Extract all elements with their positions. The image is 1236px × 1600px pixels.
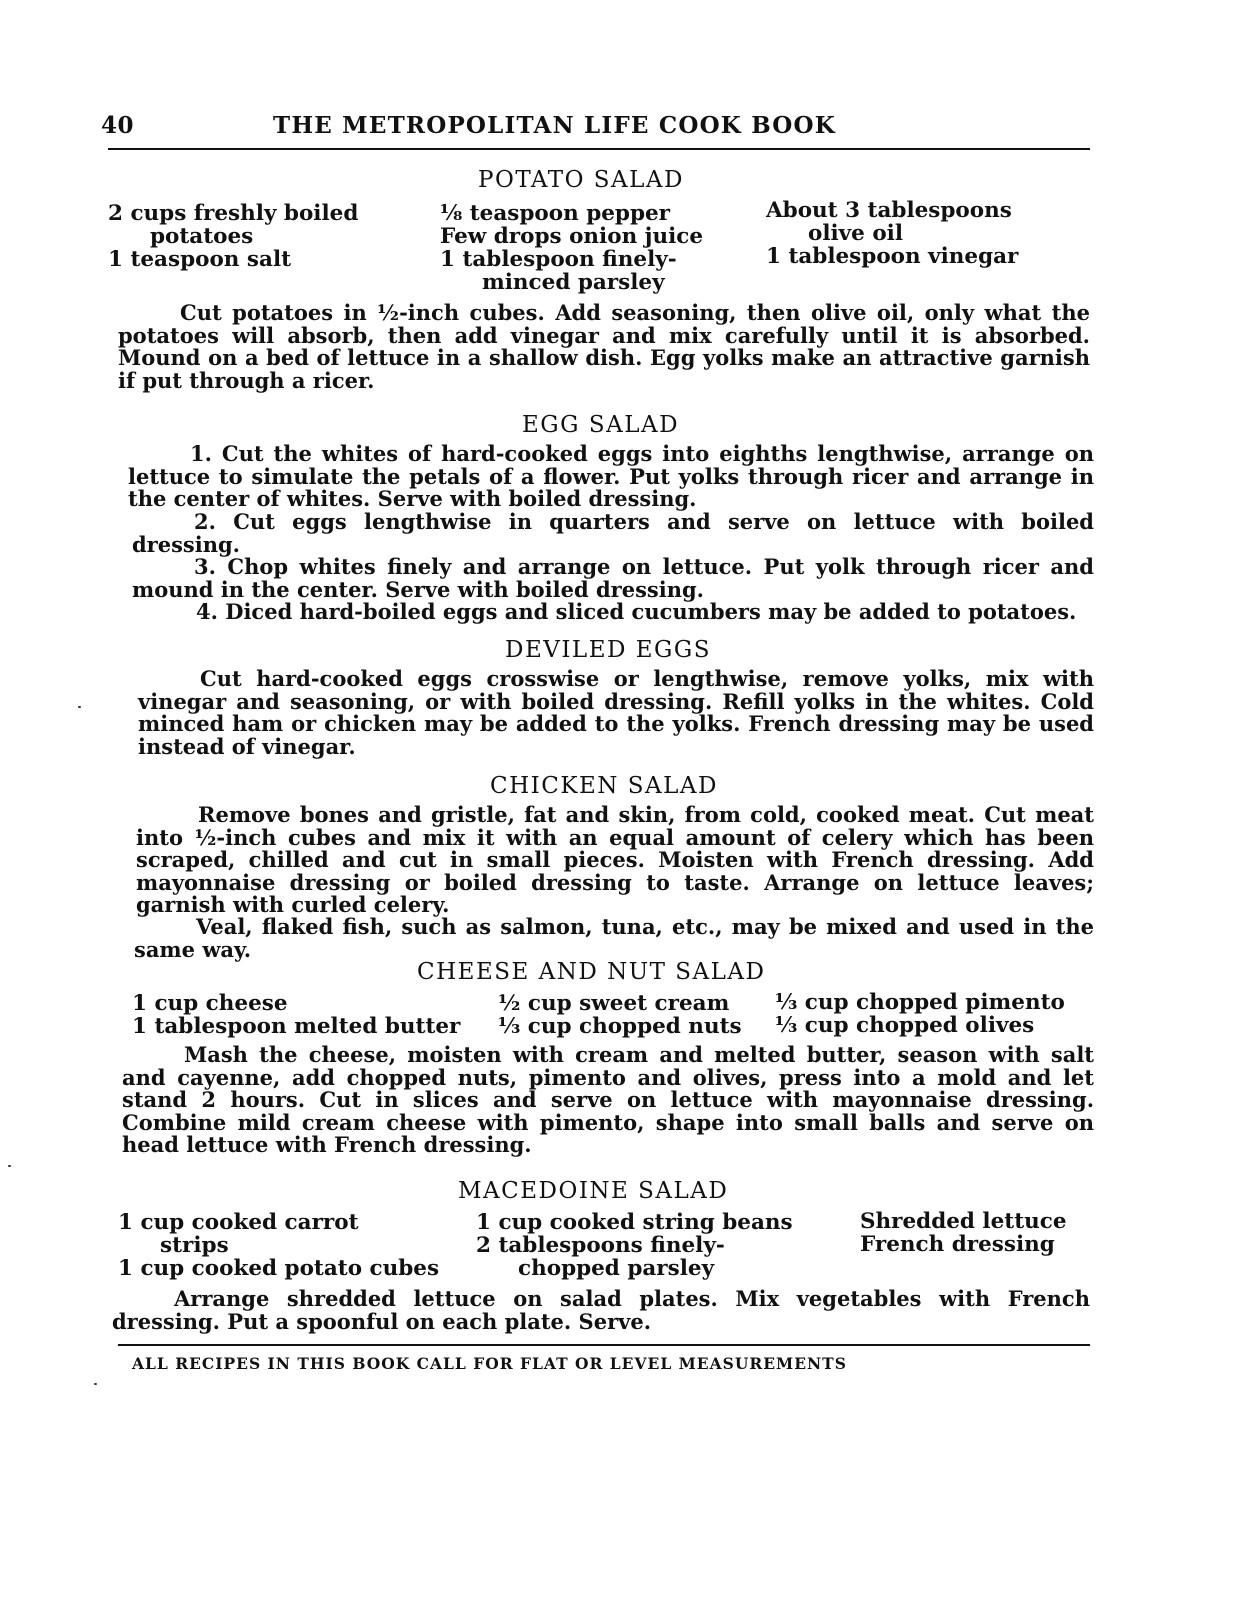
chicken-salad-heading: CHICKEN SALAD: [490, 773, 718, 799]
ingredient: chopped parsley: [518, 1256, 715, 1281]
macedoine-salad-directions: Arrange shredded lettuce on salad plates. Mix vegetables with French dressing. Put a spoonful on each plate. Serve.: [112, 1286, 1090, 1334]
ingredient: 1 tablespoon finely-: [440, 247, 677, 272]
scan-speck: [94, 1383, 97, 1385]
ingredient: 1 cup cooked string beans: [476, 1210, 793, 1235]
potato-salad-ingredients-col2: [440, 202, 703, 294]
macedoine-ingredients-col2: [476, 1211, 793, 1280]
running-title: THE METROPOLITAN LIFE COOK BOOK: [273, 112, 836, 139]
cheese-nut-ingredients-col2: [498, 992, 742, 1038]
egg-salad-step-1: 1. Cut the whites of hard-cooked eggs into eighths lengthwise, arrange on lettuce to simulate the petals of a flower. Put yolks through ricer and arrange in the center of whites. Serve with boiled dressing.: [128, 441, 1094, 511]
ingredient: 1 tablespoon vinegar: [766, 244, 1019, 269]
scan-speck: [78, 706, 81, 708]
ingredient: Few drops onion juice: [440, 224, 704, 249]
ingredient: 1 teaspoon salt: [108, 247, 292, 272]
ingredient: 2 tablespoons finely-: [476, 1233, 725, 1258]
cheese-nut-salad-directions: Mash the cheese, moisten with cream and melted butter, season with salt and cayenne, add chopped nuts, pimento and olives, press into a mold and let stand 2 hours. Cut in slices and serve on lettuce with mayonnaise dressing. Combine mild cream cheese with pimento, shape into small balls and serve on head lettuce with French dressing.: [122, 1042, 1094, 1157]
ingredient: potatoes: [150, 224, 254, 249]
ingredient: olive oil: [808, 221, 904, 246]
egg-salad-step-3: 3. Chop whites finely and arrange on lettuce. Put yolk through ricer and mound in the center. Serve with boiled dressing.: [132, 554, 1094, 602]
ingredient: About 3 tablespoons: [766, 198, 1012, 223]
cheese-nut-salad-heading: CHEESE AND NUT SALAD: [417, 959, 766, 985]
chicken-salad-directions: Remove bones and gristle, fat and skin, from cold, cooked meat. Cut meat into ½-inch cubes and mix it with an equal amount of celery which has been scraped, chilled and cut in small pieces. Moisten with French dressing. Add mayonnaise dressing or boiled dressing to taste. Arrange on lettuce leaves; garnish with curled celery.: [136, 802, 1094, 917]
ingredient: ⅓ cup chopped pimento: [775, 990, 1065, 1015]
chicken-salad-variation: Veal, flaked fish, such as salmon, tuna, etc., may be mixed and used in the same way.: [134, 914, 1094, 962]
macedoine-ingredients-col1: [118, 1211, 439, 1280]
ingredient: 2 cups freshly boiled: [108, 201, 359, 226]
macedoine-ingredients-col3: [860, 1210, 1067, 1256]
ingredient: French dressing: [860, 1232, 1055, 1257]
deviled-eggs-heading: DEVILED EGGS: [505, 637, 712, 663]
ingredient: Shredded lettuce: [860, 1209, 1067, 1234]
ingredient: strips: [160, 1233, 229, 1258]
egg-salad-step-2: 2. Cut eggs lengthwise in quarters and serve on lettuce with boiled dressing.: [132, 509, 1094, 557]
egg-salad-heading: EGG SALAD: [522, 412, 680, 438]
cheese-nut-ingredients-col1: [132, 992, 460, 1038]
ingredient: 1 cup cooked carrot: [118, 1210, 359, 1235]
egg-salad-step-4: 4. Diced hard-boiled eggs and sliced cucumbers may be added to potatoes.: [196, 599, 1077, 624]
ingredient: 1 tablespoon melted butter: [132, 1014, 461, 1039]
scan-speck: [8, 1165, 11, 1167]
page-header: [101, 112, 1091, 146]
potato-salad-ingredients-col1: [108, 202, 358, 271]
footer-rule: [118, 1344, 1090, 1346]
ingredient: ⅓ cup chopped nuts: [498, 1014, 742, 1039]
cheese-nut-ingredients-col3: [775, 991, 1065, 1037]
potato-salad-heading: POTATO SALAD: [478, 167, 684, 193]
ingredient: ⅓ cup chopped olives: [775, 1013, 1035, 1038]
potato-salad-directions: Cut potatoes in ½-inch cubes. Add seasoning, then olive oil, only what the potatoes will absorb, then add vinegar and mix carefully until it is absorbed. Mound on a bed of lettuce in a shallow dish. Egg yolks make an attractive garnish if put through a ricer.: [118, 300, 1090, 393]
ingredient: ⅛ teaspoon pepper: [440, 201, 671, 226]
ingredient: minced parsley: [482, 270, 665, 295]
potato-salad-ingredients-col3: [766, 199, 1018, 268]
deviled-eggs-directions: Cut hard-cooked eggs crosswise or lengthwise, remove yolks, mix with vinegar and seasoning, or with boiled dressing. Refill yolks in the whites. Cold minced ham or chicken may be added to the yolks. French dressing may be used instead of vinegar.: [138, 666, 1094, 759]
ingredient: 1 cup cheese: [132, 991, 288, 1016]
page-number: 40: [101, 112, 135, 139]
header-rule: [108, 148, 1090, 150]
macedoine-salad-heading: MACEDOINE SALAD: [458, 1178, 729, 1204]
page-footer-note: ALL RECIPES IN THIS BOOK CALL FOR FLAT OR LEVEL MEASUREMENTS: [132, 1354, 847, 1373]
ingredient: ½ cup sweet cream: [498, 991, 730, 1016]
ingredient: 1 cup cooked potato cubes: [118, 1256, 440, 1281]
